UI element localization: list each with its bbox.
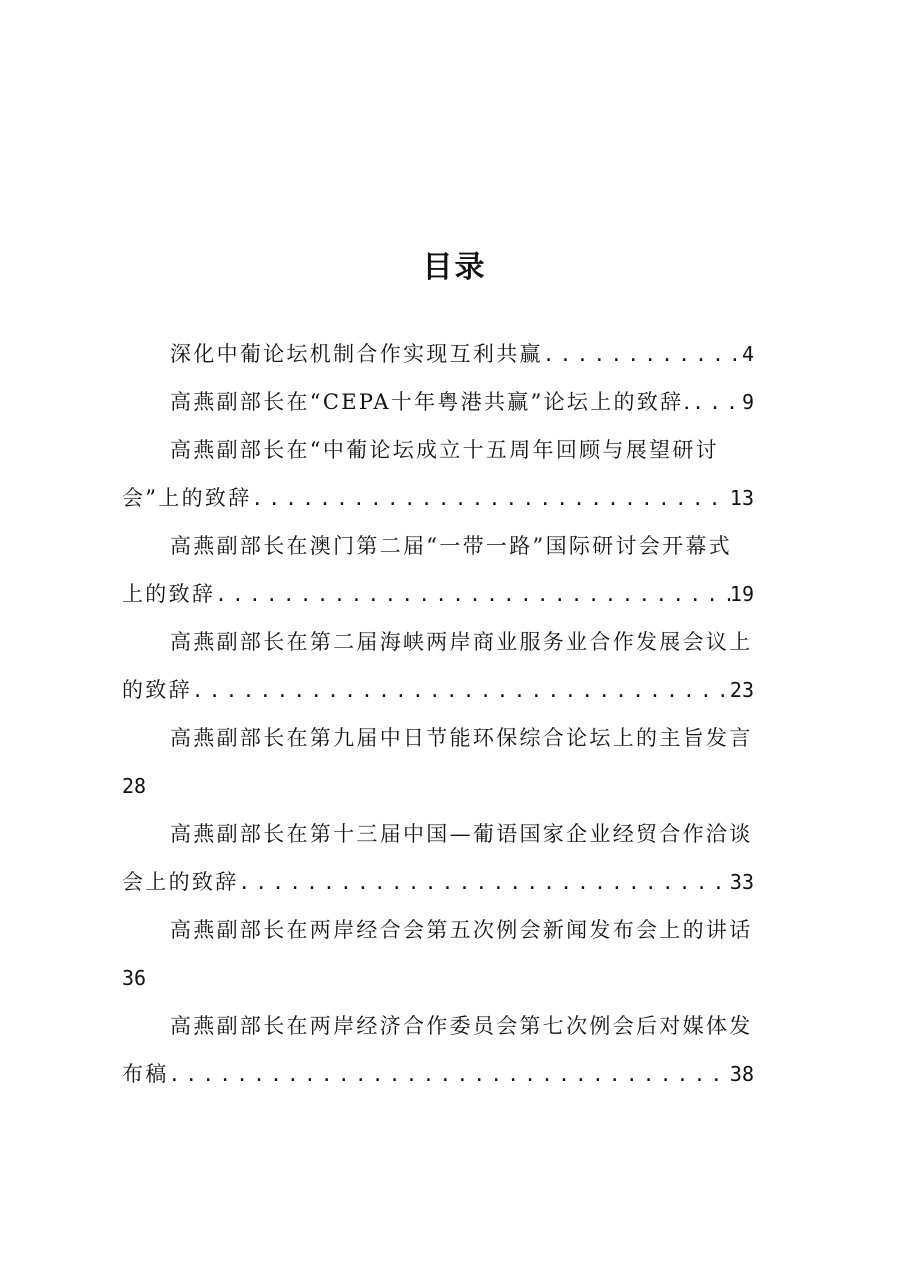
toc-page-number: 19 — [729, 582, 754, 606]
toc-entry-title: 高燕副部长在两岸经济合作委员会第七次例会后对媒体发 — [170, 1014, 753, 1038]
toc-entry-title-continuation: 上的致辞 — [122, 582, 216, 606]
toc-entry-title-continuation: 会上的致辞 — [122, 870, 239, 894]
table-of-contents — [122, 330, 798, 1098]
toc-entry-6[interactable] — [122, 714, 798, 762]
toc-entry-title: 高燕副部长在第二届海峡两岸商业服务业合作发展会议上 — [170, 630, 753, 654]
toc-entry-2[interactable] — [122, 378, 798, 426]
toc-entry-title: 高燕副部长在“CEPA十年粤港共赢”论坛上的致辞. — [170, 390, 693, 414]
toc-entry-3-continuation[interactable] — [122, 474, 798, 522]
toc-page-number: 33 — [729, 870, 754, 894]
toc-entry-8-continuation[interactable] — [122, 954, 798, 1002]
toc-entry-7-continuation[interactable] — [122, 858, 798, 906]
toc-page-number: 4 — [741, 342, 754, 366]
toc-entry-7[interactable] — [122, 810, 798, 858]
toc-entry-5[interactable] — [122, 618, 798, 666]
toc-entry-title: 深化中葡论坛机制合作实现互利共赢 — [170, 342, 543, 366]
toc-leader-dots — [252, 475, 730, 522]
toc-page-number: 23 — [729, 678, 754, 702]
toc-entry-title: 高燕副部长在“中葡论坛成立十五周年回顾与展望研讨 — [170, 438, 719, 462]
toc-leader-dots — [239, 859, 730, 906]
toc-entry-title: 高燕副部长在第十三届中国—葡语国家企业经贸合作洽谈 — [170, 822, 753, 846]
toc-entry-9-continuation[interactable] — [122, 1050, 798, 1098]
toc-entry-9[interactable] — [122, 1002, 798, 1050]
toc-entry-title-continuation: 的致辞 — [122, 678, 192, 702]
toc-entry-title-continuation: 布稿 — [122, 1062, 169, 1086]
toc-entry-6-continuation[interactable] — [122, 762, 798, 810]
toc-page-number: 38 — [729, 1062, 754, 1086]
toc-leader-dots — [215, 571, 730, 618]
toc-leader-dots — [692, 379, 742, 426]
toc-entry-title-continuation: 会”上的致辞 — [122, 486, 252, 510]
toc-page-number: 9 — [741, 390, 754, 414]
toc-entry-3[interactable] — [122, 426, 798, 474]
toc-leader-dots — [192, 667, 730, 714]
toc-entry-4-continuation[interactable] — [122, 570, 798, 618]
toc-title: 目录 — [422, 250, 487, 285]
toc-page-number: 36 — [122, 966, 147, 990]
toc-leader-dots — [169, 1051, 730, 1098]
toc-entry-title: 高燕副部长在澳门第二届“一带一路”国际研讨会开幕式 — [170, 534, 732, 558]
toc-entry-1[interactable] — [122, 330, 798, 378]
toc-entry-title: 高燕副部长在第九届中日节能环保综合论坛上的主旨发言 — [170, 726, 753, 750]
toc-page-number: 28 — [122, 774, 147, 798]
toc-page-number: 13 — [729, 486, 754, 510]
toc-leader-dots — [543, 331, 742, 378]
toc-entry-5-continuation[interactable] — [122, 666, 798, 714]
toc-entry-title: 高燕副部长在两岸经合会第五次例会新闻发布会上的讲话 — [170, 918, 753, 942]
toc-entry-4[interactable] — [122, 522, 798, 570]
toc-entry-8[interactable] — [122, 906, 798, 954]
